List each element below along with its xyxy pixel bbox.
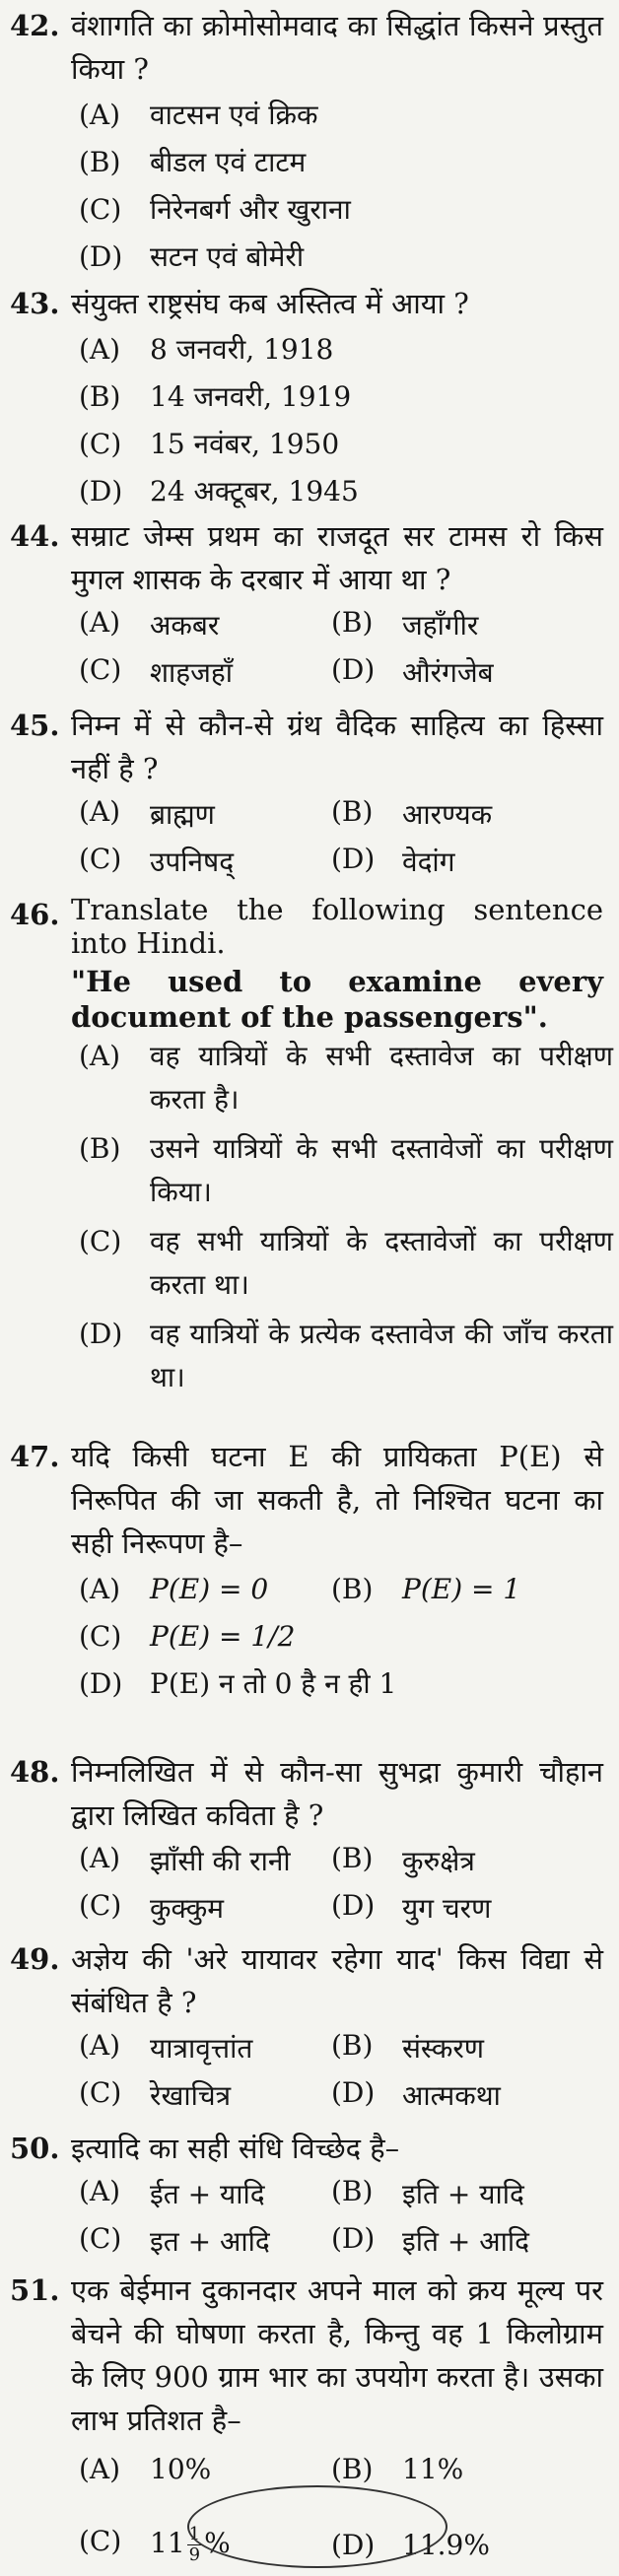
option-text: संस्करण [402, 2032, 485, 2065]
option-b[interactable] [331, 795, 597, 833]
fraction-denominator: 9 [188, 2543, 201, 2565]
option-text: ब्राह्मण [150, 798, 215, 831]
option-text: बीडल एवं टाटम [150, 146, 307, 178]
option-text: उपनिषद् [150, 846, 235, 878]
option-label: (C) [79, 653, 122, 686]
question-text: अज्ञेय की 'अरे यायावर रहेगा याद' किस विद्या से संबंधित है ? [71, 1942, 603, 2019]
question-text: Translate the following sentence into Hindi. [71, 893, 603, 960]
option-label: (B) [79, 1132, 121, 1165]
question-text: निम्नलिखित में से कौन-सा सुभद्रा कुमारी चौहान द्वारा लिखित कविता है ? [71, 1755, 603, 1832]
option-a[interactable] [0, 1573, 331, 1605]
option-b[interactable] [0, 1127, 619, 1214]
option-row [0, 601, 619, 648]
option-b[interactable] [0, 373, 619, 420]
option-b[interactable] [331, 2029, 597, 2067]
option-b[interactable] [331, 2453, 597, 2485]
question-text: इत्यादि का सही संधि विच्छेद है– [71, 2132, 400, 2165]
option-a[interactable] [0, 795, 331, 833]
option-label: (C) [79, 427, 122, 460]
question-45 [0, 704, 619, 885]
option-c[interactable] [0, 185, 619, 233]
option-row [0, 2071, 619, 2119]
option-text: P(E) = 1 [402, 1572, 521, 1605]
question-number: 50. [10, 2132, 60, 2165]
option-c[interactable] [0, 653, 331, 691]
option-text: जहाँगीर [402, 609, 479, 642]
fraction-whole: 11 [150, 2526, 185, 2559]
question-number: 44. [10, 519, 60, 553]
question-sentence: "He used to examine every document of the passengers". [71, 965, 603, 1034]
option-label: (A) [79, 1842, 121, 1874]
option-text: शाहजहाँ [150, 656, 234, 689]
option-label: (B) [79, 379, 121, 413]
option-a[interactable] [0, 91, 619, 138]
option-label: (A) [79, 1040, 121, 1072]
fraction-numerator: 1 [188, 2523, 201, 2544]
question-44 [0, 514, 619, 696]
option-b[interactable] [331, 1842, 597, 1879]
option-d[interactable] [0, 467, 619, 514]
question-50 [0, 2127, 619, 2265]
option-c[interactable] [0, 1612, 619, 1660]
option-label: (B) [331, 606, 374, 639]
option-text: यात्रावृत्तांत [150, 2032, 253, 2065]
question-number: 46. [10, 898, 60, 931]
option-text: वह यात्रियों के सभी दस्तावेज का परीक्षण करता है। [150, 1040, 613, 1116]
option-row [0, 648, 619, 696]
option-text: रेखाचित्र [150, 2079, 232, 2112]
option-text: P(E) = 1/2 [150, 1619, 296, 1653]
question-text: वंशागति का क्रोमोसोमवाद का सिद्धांत किसने प्रस्तुत किया ? [71, 9, 603, 86]
option-b[interactable] [331, 1573, 597, 1605]
option-label: (D) [331, 2076, 376, 2109]
option-a[interactable] [0, 2029, 331, 2067]
option-label: (A) [79, 2029, 121, 2062]
option-label: (D) [79, 239, 123, 273]
option-label: (D) [331, 2222, 376, 2255]
option-label: (D) [79, 1666, 123, 1700]
question-number: 43. [10, 287, 60, 320]
option-label: (A) [79, 606, 121, 639]
option-text: 14 जनवरी, 1919 [150, 380, 352, 413]
option-d[interactable] [331, 2076, 597, 2114]
option-row [0, 2170, 619, 2217]
question-number: 47. [10, 1440, 60, 1473]
option-d[interactable] [331, 2222, 597, 2260]
option-row [0, 790, 619, 838]
option-c[interactable] [0, 843, 331, 880]
option-text: वेदांग [402, 846, 455, 878]
option-label: (C) [79, 843, 122, 875]
option-row [0, 1884, 619, 1932]
option-text: P(E) = 0 [150, 1572, 269, 1605]
option-label: (A) [79, 2452, 121, 2485]
question-number: 42. [10, 9, 60, 42]
option-text: आरण्यक [402, 798, 493, 831]
option-text: वह सभी यात्रियों के दस्तावेजों का परीक्षण करता था। [150, 1225, 613, 1301]
option-label: (D) [79, 474, 123, 508]
option-label: (C) [79, 1889, 122, 1922]
option-label: (C) [79, 1619, 122, 1653]
option-text: औरंगजेब [402, 656, 494, 689]
option-text: 10% [150, 2452, 212, 2485]
option-a[interactable] [0, 1842, 331, 1879]
option-text: इत + आदि [150, 2225, 270, 2258]
option-label: (C) [79, 2076, 122, 2109]
option-text: कुक्कुम [150, 1892, 225, 1925]
option-label: (A) [79, 795, 121, 828]
option-d[interactable] [331, 653, 597, 691]
option-text: आत्मकथा [402, 2079, 501, 2112]
fraction-suffix: % [204, 2526, 231, 2559]
option-text: युग चरण [402, 1892, 492, 1925]
option-label: (A) [79, 332, 121, 366]
option-text: सटन एवं बोमेरी [150, 240, 305, 273]
option-text: 15 नवंबर, 1950 [150, 428, 340, 460]
option-text: निरेनबर्ग और खुराना [150, 193, 351, 226]
option-row [0, 2024, 619, 2071]
question-text: संयुक्त राष्ट्रसंघ कब अस्तित्व में आया ? [71, 287, 469, 320]
option-label: (B) [331, 1842, 374, 1874]
option-label: (D) [331, 843, 376, 875]
option-d[interactable] [0, 233, 619, 280]
option-label: (D) [331, 1889, 376, 1922]
question-text: सम्राट जेम्स प्रथम का राजदूत सर टामस रो किस मुगल शासक के दरबार में आया था ? [71, 519, 603, 596]
option-text: वह यात्रियों के प्रत्येक दस्तावेज की जाँच करता था। [150, 1318, 613, 1393]
option-d[interactable] [331, 1889, 597, 1927]
option-c[interactable] [0, 1220, 619, 1307]
option-label: (D) [79, 1318, 123, 1350]
question-number: 51. [10, 2273, 60, 2307]
option-a[interactable] [0, 2453, 331, 2485]
option-label: (D) [331, 2528, 376, 2561]
option-text: इति + आदि [402, 2225, 529, 2258]
question-42 [0, 4, 619, 280]
option-b[interactable] [0, 138, 619, 185]
option-label: (C) [79, 1225, 122, 1257]
option-label: (A) [79, 2175, 121, 2207]
option-label: (B) [331, 2175, 374, 2207]
question-48 [0, 1750, 619, 1932]
option-label: (A) [79, 98, 121, 131]
option-row [0, 2217, 619, 2265]
page-seal-outline [187, 2485, 447, 2568]
question-47 [0, 1435, 619, 1707]
question-46 [0, 893, 619, 1399]
option-text: ईत + यादि [150, 2178, 265, 2210]
question-text: यदि किसी घटना E की प्रायिकता P(E) से निरूपित की जा सकती है, तो निश्चित घटना का सही निरूपण है– [71, 1440, 603, 1560]
option-label: (C) [79, 2524, 122, 2557]
option-label: (B) [331, 1572, 374, 1605]
option-text: अकबर [150, 609, 220, 642]
option-b[interactable] [331, 2175, 597, 2212]
option-text: 11.9% [402, 2528, 490, 2561]
option-row [0, 1837, 619, 1884]
question-49 [0, 1937, 619, 2119]
option-label: (C) [79, 2222, 122, 2255]
option-row [0, 1565, 619, 1612]
option-text: इति + यादि [402, 2178, 524, 2210]
option-a[interactable] [0, 2175, 331, 2212]
option-text: वाटसन एवं क्रिक [150, 99, 318, 131]
option-d[interactable] [0, 1313, 619, 1399]
option-c[interactable] [0, 420, 619, 467]
question-number: 49. [10, 1942, 60, 1976]
question-number: 45. [10, 709, 60, 742]
question-number: 48. [10, 1755, 60, 1789]
option-text: 11% [402, 2452, 464, 2485]
option-c[interactable] [0, 1889, 331, 1927]
option-label: (B) [79, 145, 121, 178]
option-label: (D) [331, 653, 376, 686]
option-label: (A) [79, 1572, 121, 1605]
option-label: (B) [331, 2029, 374, 2062]
question-43 [0, 282, 619, 514]
option-text: उसने यात्रियों के सभी दस्तावेजों का परीक्षण किया। [150, 1132, 613, 1208]
option-label: (C) [79, 192, 122, 226]
option-d[interactable] [0, 1660, 619, 1707]
option-a[interactable] [0, 325, 619, 373]
option-b[interactable] [331, 606, 597, 644]
option-label: (B) [331, 2452, 374, 2485]
option-c[interactable] [0, 2076, 331, 2114]
question-text: निम्न में से कौन-से ग्रंथ वैदिक साहित्य का हिस्सा नहीं है ? [71, 709, 603, 785]
option-row [0, 838, 619, 885]
question-text: एक बेईमान दुकानदार अपने माल को क्रय मूल्य पर बेचने की घोषणा करता है, किन्तु वह 1 किलोग्राम के लिए 900 ग्राम भार का उपयोग करता है। उसका लाभ प्रतिशत है– [71, 2273, 603, 2437]
option-d[interactable] [331, 843, 597, 880]
option-a[interactable] [0, 1035, 619, 1121]
option-label: (B) [331, 795, 374, 828]
option-text: झाँसी की रानी [150, 1845, 291, 1877]
option-text: P(E) न तो 0 है न ही 1 [150, 1667, 397, 1700]
option-c[interactable] [0, 2222, 331, 2260]
option-a[interactable] [0, 606, 331, 644]
option-text: 8 जनवरी, 1918 [150, 333, 334, 366]
option-text: 24 अक्टूबर, 1945 [150, 475, 359, 508]
option-text: कुरुक्षेत्र [402, 1845, 475, 1877]
